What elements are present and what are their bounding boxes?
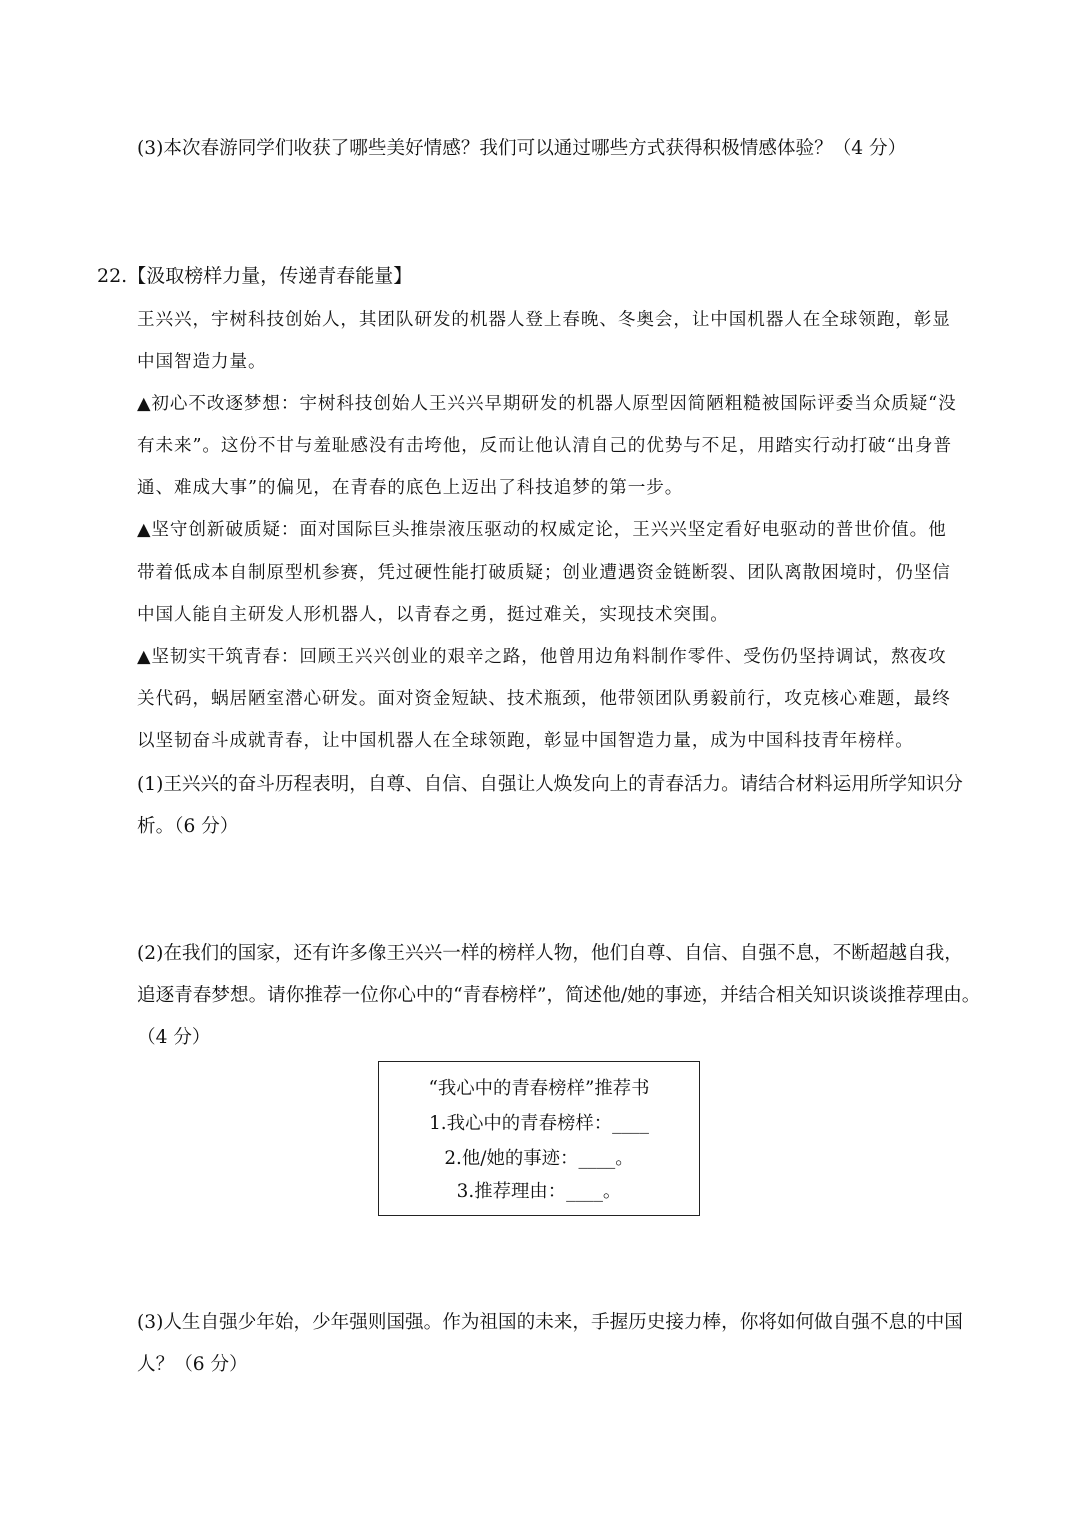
q22-para1-line-1: ▲初心不改逐梦想：宇树科技创始人王兴兴早期研发的机器人原型因简陋粗糙被国际评委当众质疑“没 bbox=[137, 394, 957, 414]
q22-sub3-line-2: 人？（6 分） bbox=[137, 1354, 248, 1375]
q22-sub1-line-1: (1)王兴兴的奋斗历程表明，自尊、自信、自强让人焕发向上的青春活力。请结合材料运用所学知识分 bbox=[137, 774, 963, 795]
q22-intro-line-2: 中国智造力量。 bbox=[137, 352, 267, 372]
q22-sub2-line-3: （4 分） bbox=[137, 1027, 211, 1048]
q22-para3-line-3: 以坚韧奋斗成就青春，让中国机器人在全球领跑，彰显中国智造力量，成为中国科技青年榜样。 bbox=[137, 731, 914, 751]
q22-para3-line-1: ▲坚韧实干筑青春：回顾王兴兴创业的艰辛之路，他曾用边角料制作零件、受伤仍坚持调试，熬夜攻 bbox=[137, 647, 947, 667]
recommendation-box-title: “我心中的青春榜样”推荐书 bbox=[428, 1078, 650, 1099]
recommendation-item-reason: 3.推荐理由：____。 bbox=[456, 1181, 622, 1202]
q22-heading: 22.【汲取榜样力量，传递青春能量】 bbox=[97, 265, 413, 287]
q22-sub1-line-2: 析。（6 分） bbox=[137, 816, 239, 837]
recommendation-item-role-model: 1.我心中的青春榜样：____ bbox=[429, 1113, 649, 1134]
q22-para2-line-1: ▲坚守创新破质疑：面对国际巨头推崇液压驱动的权威定论，王兴兴坚定看好电驱动的普世价值。他 bbox=[137, 520, 947, 540]
q22-sub2-line-2: 追逐青春梦想。请你推荐一位你心中的“青春榜样”，简述他/她的事迹，并结合相关知识谈谈推荐理由。 bbox=[137, 985, 981, 1006]
q22-para3-line-2: 关代码，蜗居陋室潜心研发。面对资金短缺、技术瓶颈，他带领团队勇毅前行，攻克核心难题，最终 bbox=[137, 689, 951, 709]
q22-para2-line-3: 中国人能自主研发人形机器人，以青春之勇，挺过难关，实现技术突围。 bbox=[137, 605, 729, 625]
q22-para1-line-3: 通、难成大事”的偏见，在青春的底色上迈出了科技追梦的第一步。 bbox=[137, 478, 684, 498]
recommendation-box bbox=[378, 1061, 700, 1216]
recommendation-item-deeds: 2.他/她的事迹：____。 bbox=[444, 1148, 634, 1169]
q22-sub2-line-1: (2)在我们的国家，还有许多像王兴兴一样的榜样人物，他们自尊、自信、自强不息，不断超越自我， bbox=[137, 943, 963, 964]
q22-para1-line-2: 有未来”。这份不甘与羞耻感没有击垮他，反而让他认清自己的优势与不足，用踏实行动打破“出身普 bbox=[137, 436, 953, 456]
q22-para2-line-2: 带着低成本自制原型机参赛，凭过硬性能打破质疑；创业遭遇资金链断裂、团队离散困境时，仍坚信 bbox=[137, 563, 951, 583]
q22-intro-line-1: 王兴兴，宇树科技创始人，其团队研发的机器人登上春晚、冬奥会，让中国机器人在全球领跑，彰显 bbox=[137, 310, 951, 330]
q21-sub3: (3)本次春游同学们收获了哪些美好情感？我们可以通过哪些方式获得积极情感体验？（4 分） bbox=[137, 138, 907, 159]
q22-sub3-line-1: (3)人生自强少年始，少年强则国强。作为祖国的未来，手握历史接力棒，你将如何做自强不息的中国 bbox=[137, 1312, 963, 1333]
